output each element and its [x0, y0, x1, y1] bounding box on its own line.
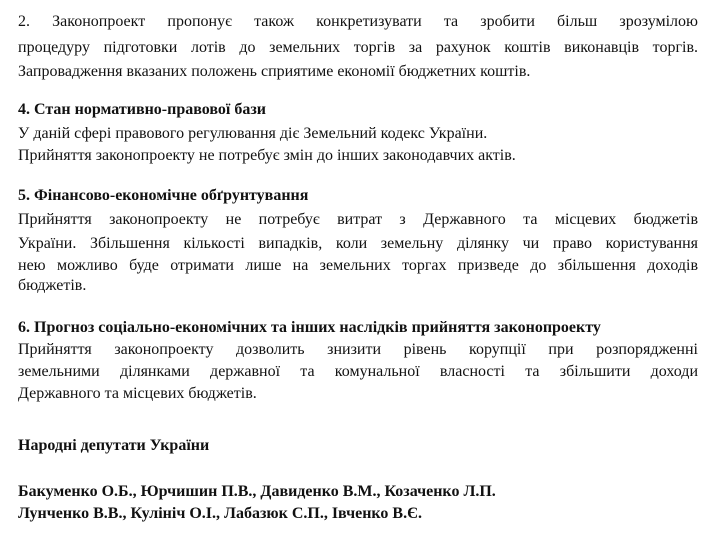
paragraph-line: Запровадження вказаних положень сприятиме економії бюджетних коштів. — [18, 63, 531, 80]
signature-names: Бакуменко О.Б., Юрчишин П.В., Давиденко В.М., Козаченко Л.П. — [18, 483, 496, 500]
signature-title: Народні депутати України — [18, 437, 210, 454]
section-heading: 5. Фінансово-економічне обґрунтування — [18, 187, 309, 204]
section-heading: 6. Прогноз соціально-економічних та інших наслідків прийняття законопроекту — [18, 319, 601, 336]
section-heading: 4. Стан нормативно-правової бази — [18, 101, 267, 118]
paragraph-line: Прийняття законопроекту дозволить знизити рівень корупції при розпорядженні — [18, 341, 698, 358]
paragraph-line: Прийняття законопроекту не потребує витрат з Державного та місцевих бюджетів — [18, 211, 698, 228]
paragraph-line: Прийняття законопроекту не потребує змін до інших законодавчих актів. — [18, 147, 516, 164]
signature-names: Лунченко В.В., Кулініч О.І., Лабазюк С.П., Івченко В.Є. — [18, 505, 422, 522]
paragraph-line: 2. Законопроект пропонує також конкретизувати та зробити більш зрозумілою — [18, 13, 698, 30]
paragraph-line: У даній сфері правового регулювання діє Земельний кодекс України. — [18, 125, 488, 142]
paragraph-line: України. Збільшення кількості випадків, коли земельну ділянку чи право користування — [18, 235, 698, 252]
paragraph-line: процедуру підготовки лотів до земельних торгів за рахунок коштів виконавців торгів. — [18, 39, 698, 56]
paragraph-line: земельними ділянками державної та комунальної власності та збільшити доходи — [18, 363, 698, 380]
paragraph-line: бюджетів. — [18, 277, 87, 294]
paragraph-line: нею можливо буде отримати лише на земельних торгах призведе до збільшення доходів — [18, 257, 698, 274]
paragraph-line: Державного та місцевих бюджетів. — [18, 385, 257, 402]
